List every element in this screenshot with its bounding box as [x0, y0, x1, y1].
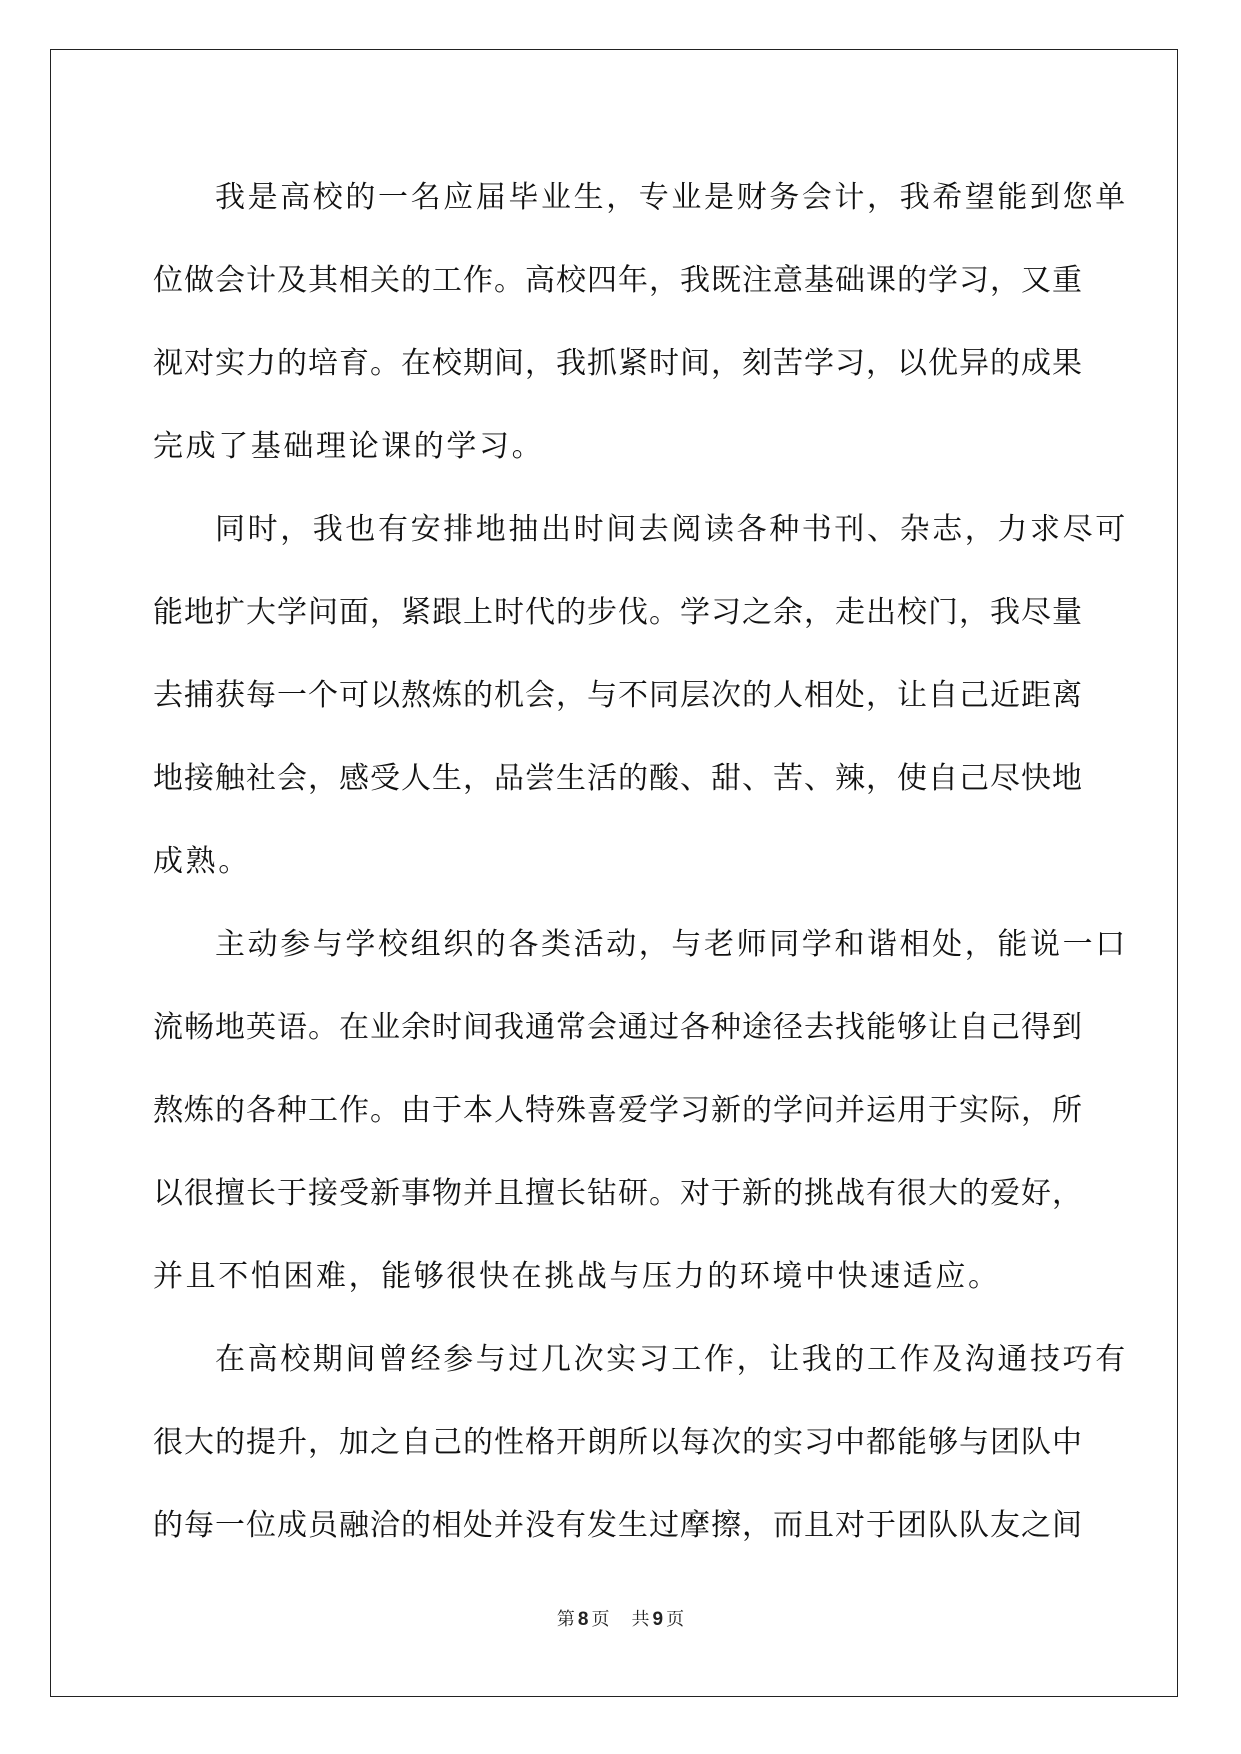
paragraph-4-line-1: 在高校期间曾经参与过几次实习工作，让我的工作及沟通技巧有: [215, 1342, 1128, 1377]
paragraph-3-line-1: 主动参与学校组织的各类活动，与老师同学和谐相处，能说一口: [215, 927, 1128, 962]
paragraph-3-line-5: 并且不怕困难，能够很快在挑战与压力的环境中快速适应。: [153, 1259, 1001, 1294]
total-prefix: 共: [631, 1609, 650, 1630]
document-body: [153, 156, 1128, 1567]
paragraph-1-line-2: 位做会计及其相关的工作。高校四年，我既注意基础课的学习，又重: [153, 263, 1082, 298]
paragraph-1-line-4: 完成了基础理论课的学习。: [153, 429, 545, 464]
paragraph-4-line-2: 很大的提升，加之自己的性格开朗所以每次的实习中都能够与团队中: [153, 1425, 1082, 1460]
paragraph-3-line-3: 熬炼的各种工作。由于本人特殊喜爱学习新的学问并运用于实际，所: [153, 1093, 1082, 1128]
paragraph-3-line-2: 流畅地英语。在业余时间我通常会通过各种途径去找能够让自己得到: [153, 1010, 1082, 1045]
page-footer: [0, 1605, 1241, 1631]
paragraph-2-line-2: 能地扩大学问面，紧跟上时代的步伐。学习之余，走出校门，我尽量: [153, 595, 1082, 630]
total-suffix: 页: [666, 1609, 685, 1630]
paragraph-2-line-5: 成熟。: [153, 844, 251, 879]
paragraph-1-line-1: 我是高校的一名应届毕业生，专业是财务会计，我希望能到您单: [215, 180, 1128, 215]
paragraph-2-line-4: 地接触社会，感受人生，品尝生活的酸、甜、苦、辣，使自己尽快地: [153, 761, 1082, 796]
total-pages-number: 9: [652, 1609, 664, 1630]
page-suffix: 页: [591, 1609, 610, 1630]
paragraph-4-line-3: 的每一位成员融洽的相处并没有发生过摩擦，而且对于团队队友之间: [153, 1508, 1082, 1543]
page-prefix: 第: [556, 1609, 575, 1630]
paragraph-1-line-3: 视对实力的培育。在校期间，我抓紧时间，刻苦学习，以优异的成果: [153, 346, 1082, 381]
paragraph-2-line-1: 同时，我也有安排地抽出时间去阅读各种书刊、杂志，力求尽可: [215, 512, 1128, 547]
paragraph-2-line-3: 去捕获每一个可以熬炼的机会，与不同层次的人相处，让自己近距离: [153, 678, 1082, 713]
current-page-number: 8: [577, 1609, 589, 1630]
paragraph-3-line-4: 以很擅长于接受新事物并且擅长钻研。对于新的挑战有很大的爱好，: [153, 1176, 1082, 1211]
